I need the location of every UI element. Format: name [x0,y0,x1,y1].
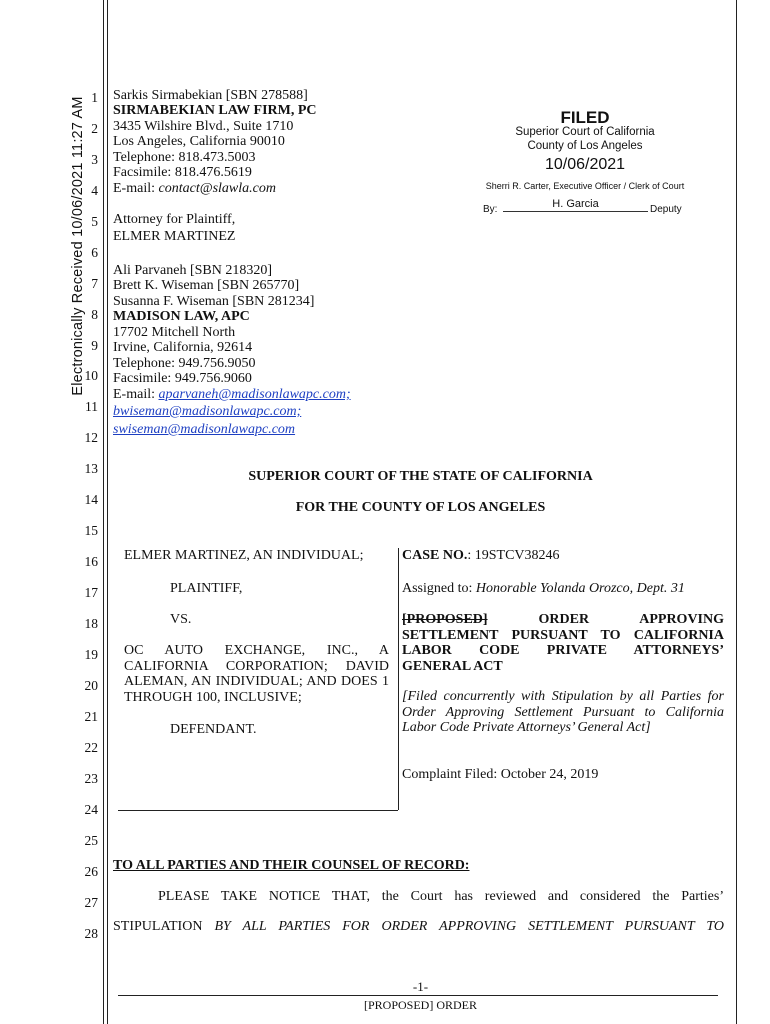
stipulation-word: STIPULATION [113,919,215,934]
line-number: 16 [84,554,98,569]
line-number: 12 [84,430,98,445]
filed-concurrently-note: [Filed concurrently with Stipulation by all Parties for Order Approving Settlement Pursuant to California Labor Code Private Attorneys’ General Act] [402,689,724,735]
caption-divider [398,548,399,810]
filed-by-label: By: [483,204,498,215]
line-number: 22 [84,740,98,755]
case-number-label: CASE NO. [402,548,468,563]
attorney-name: Sarkis Sirmabekian [SBN 278588] [113,88,308,103]
email-label: E-mail: [113,387,159,402]
email-link[interactable]: swiseman@madisonlawapc.com [113,422,296,437]
notice-paragraph-line-1: PLEASE TAKE NOTICE THAT, the Court has reviewed and considered the Parties’ [158,889,724,904]
line-number: 21 [84,709,98,724]
line-number: 5 [91,214,98,229]
stipulation-title: BY ALL PARTIES FOR ORDER APPROVING SETTLEMENT PURSUANT TO [214,919,724,934]
email-link[interactable]: aparvaneh@madisonlawapc.com; [158,387,351,402]
defendant-role: DEFENDANT. [170,722,257,737]
notice-heading: TO ALL PARTIES AND THEIR COUNSEL OF RECORD: [113,858,470,873]
line-number: 1 [91,90,98,105]
filed-deputy: Deputy [650,204,682,215]
right-margin-rule [736,0,737,1024]
filed-county: County of Los Angeles [527,140,643,152]
email-link[interactable]: bwiseman@madisonlawapc.com; [113,404,302,419]
line-number: 23 [84,771,98,786]
court-county: FOR THE COUNTY OF LOS ANGELES [295,500,546,515]
email-line [113,422,295,438]
line-number: 3 [91,152,98,167]
line-number: 18 [84,616,98,631]
filed-officer: Sherri R. Carter, Executive Officer / Clerk of Court [485,181,685,191]
left-margin-rule-2 [107,0,108,1024]
defendants: OC AUTO EXCHANGE, INC., A CALIFORNIA CORPORATION; DAVID ALEMAN, AN INDIVIDUAL; AND DOES 1 THROUGH 100, INCLUSIVE; [124,643,389,705]
line-number: 11 [85,399,98,414]
plaintiff-name: ELMER MARTINEZ, AN INDIVIDUAL; [124,548,364,563]
order-title-text: ORDER APPROVING SETTLEMENT PURSUANT TO CALIFORNIA LABOR CODE PRIVATE ATTORNEYS’ GENERAL ACT [402,612,724,674]
attorney-for: Attorney for Plaintiff, [113,212,236,227]
email-line [113,181,276,197]
court-title: SUPERIOR COURT OF THE STATE OF CALIFORNIA [248,469,593,484]
line-number: 10 [84,368,98,383]
line-number: 19 [84,647,98,662]
versus: VS. [170,612,192,627]
telephone: Telephone: 818.473.5003 [113,150,256,165]
line-number: 14 [84,492,98,507]
attorney-name: Susanna F. Wiseman [SBN 281234] [113,294,315,309]
line-number: 17 [84,585,98,600]
line-number: 28 [84,926,98,941]
line-number: 6 [91,245,98,260]
caption-bottom-rule [118,810,398,811]
email-address: contact@slawla.com [158,181,276,196]
line-number: 4 [91,183,98,198]
address-line-2: Irvine, California, 92614 [113,340,253,355]
page-number: -1- [412,979,429,994]
line-number: 24 [84,802,98,817]
electronic-receipt-stamp: Electronically Received 10/06/2021 11:27 AM [70,96,86,396]
filed-court: Superior Court of California [515,126,655,138]
address-line-1: 17702 Mitchell North [113,325,236,340]
footer-title: [PROPOSED] ORDER [363,998,477,1012]
line-number: 15 [84,523,98,538]
footer-rule [118,995,718,996]
firm-name: SIRMABEKIAN LAW FIRM, PC [113,103,317,118]
line-number: 27 [84,895,98,910]
telephone: Telephone: 949.756.9050 [113,356,256,371]
notice-paragraph-line-2 [113,919,724,935]
attorney-name: Ali Parvaneh [SBN 218320] [113,263,273,278]
complaint-filed: Complaint Filed: October 24, 2019 [402,767,599,782]
proposed-struck: [PROPOSED] [402,612,488,627]
email-line [113,404,301,420]
plaintiff-role: PLAINTIFF, [170,581,243,596]
assigned-value: Honorable Yolanda Orozco, Dept. 31 [475,581,685,596]
line-number: 26 [84,864,98,879]
address-line-2: Los Angeles, California 90010 [113,134,285,149]
order-title [402,612,724,674]
case-number-value: : 19STCV38246 [467,548,560,563]
assigned-label: Assigned to: [402,581,476,596]
line-number: 8 [91,307,98,322]
filed-clerk: H. Garcia [503,198,648,212]
attorney-name: Brett K. Wiseman [SBN 265770] [113,278,300,293]
firm-name: MADISON LAW, APC [113,309,250,324]
assigned-judge [402,581,685,597]
facsimile: Facsimile: 949.756.9060 [113,371,252,386]
line-number: 7 [91,276,98,291]
address-line-1: 3435 Wilshire Blvd., Suite 1710 [113,119,294,134]
filed-date: 10/06/2021 [544,156,626,173]
line-number: 9 [91,338,98,353]
line-number: 13 [84,461,98,476]
email-line [113,387,351,403]
left-margin-rule-1 [103,0,104,1024]
line-number: 2 [91,121,98,136]
case-number [402,548,560,564]
filed-title: FILED [560,108,610,127]
line-number: 25 [84,833,98,848]
client-name: ELMER MARTINEZ [113,229,236,244]
email-label: E-mail: [113,181,159,196]
facsimile: Facsimile: 818.476.5619 [113,165,252,180]
line-number: 20 [84,678,98,693]
